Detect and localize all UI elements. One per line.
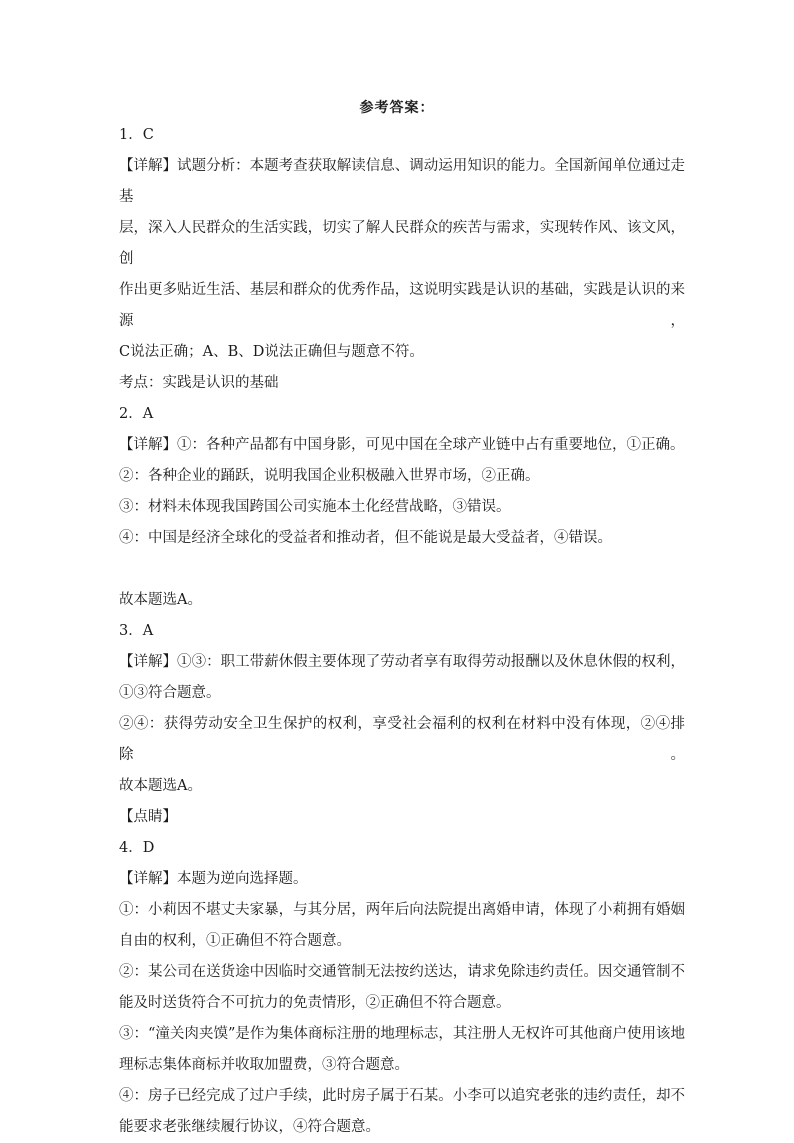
- answer-number: 4．D: [119, 840, 155, 856]
- explanation-line: 【详解】试题分析：本题考查获取解读信息、调动运用知识的能力。全国新闻单位通过走基: [119, 158, 685, 205]
- explanation-line: ④：中国是经济全球化的受益者和推动者，但不能说是最大受益者，④错误。: [119, 530, 612, 546]
- conclusion-line: 故本题选A。: [119, 778, 202, 794]
- explanation-line: 能及时送货符合不可抗力的免责情形，②正确但不符合题意。: [119, 995, 511, 1011]
- answer-body: [119, 120, 685, 1143]
- explanation-line: ②：各种企业的踊跃，说明我国企业积极融入世界市场，②正确。: [119, 468, 540, 484]
- explanation-line: ①：小莉因不堪丈夫家暴，与其分居，两年后向法院提出离婚申请，体现了小莉拥有婚姻: [119, 902, 685, 918]
- explanation-line: 【详解】本题为逆向选择题。: [119, 871, 308, 887]
- explanation-line: 作出更多贴近生活、基层和群众的优秀作品，这说明实践是认识的基础，实践是认识的来源，: [119, 282, 685, 329]
- explanation-line: ③：材料未体现我国跨国公司实施本土化经营战略，③错误。: [119, 499, 511, 515]
- explanation-line: 自由的权利，①正确但不符合题意。: [119, 933, 351, 949]
- explanation-line: 层，深入人民群众的生活实践，切实了解人民群众的疾苦与需求，实现转作风、该文风，创: [119, 220, 685, 267]
- answer-number: 1．C: [119, 127, 154, 143]
- conclusion-line: 故本题选A。: [119, 592, 202, 608]
- blank-line: [119, 554, 685, 585]
- explanation-line: ④：房子已经完成了过户手续，此时房子属于石某。小李可以追究老张的违约责任，却不: [119, 1088, 685, 1104]
- explanation-line: ②④：获得劳动安全卫生保护的权利，享受社会福利的权利在材料中没有体现，②④排除。: [119, 716, 685, 763]
- explanation-line: 能要求老张继续履行协议，④符合题意。: [119, 1119, 380, 1135]
- answer-number: 2．A: [119, 406, 154, 422]
- knowledge-point: 考点：实践是认识的基础: [119, 375, 279, 391]
- explanation-line: ①③符合题意。: [119, 685, 221, 701]
- explanation-line: 【详解】①③：职工带薪休假主要体现了劳动者享有取得劳动报酬以及休息休假的权利，: [119, 654, 685, 670]
- explanation-line: 理标志集体商标并收取加盟费，③符合题意。: [119, 1057, 409, 1073]
- explanation-line: ③：“潼关肉夹馍”是作为集体商标注册的地理标志，其注册人无权许可其他商户使用该地: [119, 1026, 685, 1042]
- answer-number: 3．A: [119, 623, 154, 639]
- tip-heading: 【点睛】: [119, 809, 177, 825]
- explanation-line: ②：某公司在送货途中因临时交通管制无法按约送达，请求免除违约责任。因交通管制不: [119, 964, 685, 980]
- explanation-line: C说法正确；A、B、D说法正确但与题意不符。: [119, 344, 424, 360]
- explanation-line: 【详解】①：各种产品都有中国身影，可见中国在全球产业链中占有重要地位，①正确。: [119, 437, 685, 453]
- page-title: 参考答案：: [359, 100, 435, 116]
